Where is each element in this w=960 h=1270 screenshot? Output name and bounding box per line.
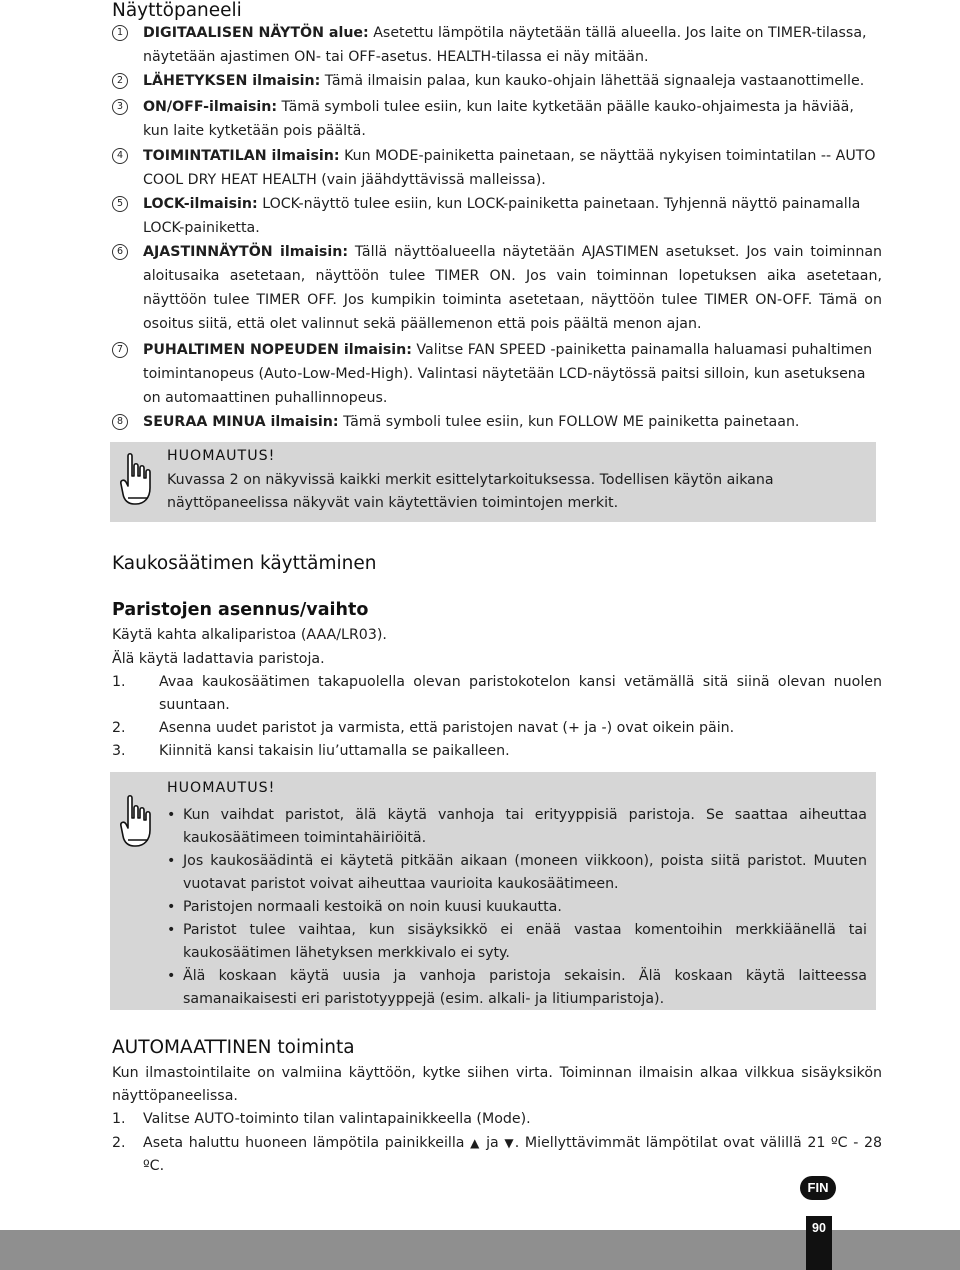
auto-step-1 bbox=[112, 1108, 882, 1131]
up-arrow-icon: ▲ bbox=[470, 1136, 481, 1150]
item-label: TOIMINTATILAN ilmaisin: bbox=[143, 148, 340, 164]
item-label: LOCK-ilmaisin: bbox=[143, 196, 258, 212]
item-text: Tämä symboli tulee esiin, kun FOLLOW ME painiketta painetaan. bbox=[338, 414, 800, 430]
battery-step-2 bbox=[112, 717, 882, 740]
step-text: Avaa kaukosäätimen takapuolella olevan paristokotelon kansi vetämällä sitä siinä olevan nuolen suuntaan. bbox=[159, 674, 882, 713]
auto-intro: Kun ilmastointilaite on valmiina käyttöön, kytke siihen virta. Toiminnan ilmaisin alkaa vilkkua sisäyksikön näyttöpaneelissa. bbox=[112, 1065, 882, 1104]
item-text: Tämä ilmaisin palaa, kun kauko-ohjain lähettää signaaleja vastaanottimelle. bbox=[320, 73, 865, 89]
indicator-item-8 bbox=[112, 410, 882, 434]
page-number: 90 bbox=[806, 1216, 832, 1270]
battery-step-3 bbox=[112, 740, 882, 763]
step-text: Aseta haluttu huoneen lämpötila painikkeilla ▲ ja ▼. Miellyttävimmät lämpötilat ovat välillä 21 ºC - 28 ºC. bbox=[143, 1135, 883, 1174]
number-circle: 2 bbox=[112, 73, 128, 89]
indicator-item-6 bbox=[112, 240, 882, 336]
note-title: HUOMAUTUS! bbox=[167, 780, 276, 796]
item-text: Valitse FAN SPEED -painiketta painamalla haluamasi puhaltimen toimintanopeus (Auto-Low-Med-High). Valintasi näytetään LCD-näytössä paitsi silloin, kun asetuksena on automaattinen puhallinnopeus. bbox=[143, 342, 873, 406]
section-title-auto: AUTOMAATTINEN toiminta bbox=[112, 1037, 355, 1058]
indicator-item-4 bbox=[112, 144, 882, 192]
number-circle: 5 bbox=[112, 196, 128, 212]
indicator-item-3 bbox=[112, 95, 882, 143]
step-number: 1. bbox=[112, 674, 126, 690]
battery-type-line: Käytä kahta alkaliparistoa (AAA/LR03). bbox=[112, 627, 387, 643]
item-label: ON/OFF-ilmaisin: bbox=[143, 99, 278, 115]
item-label: PUHALTIMEN NOPEUDEN ilmaisin: bbox=[143, 342, 412, 358]
indicator-item-2 bbox=[112, 69, 882, 93]
number-circle: 4 bbox=[112, 148, 128, 164]
warning-item: • Älä koskaan käytä uusia ja vanhoja paristoja sekaisin. Älä koskaan käytä laitteessa samanaikaisesti eri paristotyyppejä (esim. alkali- ja litiumparistoja). bbox=[167, 968, 867, 1007]
item-text: Tällä näyttöalueella näytetään AJASTIMEN asetukset. Jos vain toiminnan aloitusaika asetetaan, näyttöön tulee TIMER ON. Jos vain toiminnan lopetuksen aika asetetaan, näyttöön tulee TIMER OFF. Jos kumpikin toiminta asetetaan, näyttöön tulee TIMER ON-OFF. Tämä on osoitus siitä, että olet valinnut sekä päällemenon että pois päältä menon ajan. bbox=[143, 244, 883, 332]
number-circle: 3 bbox=[112, 99, 128, 115]
warning-item: • Paristojen normaali kestoikä on noin kuusi kuukautta. bbox=[167, 899, 562, 915]
warning-item: • Jos kaukosäädintä ei käytetä pitkään aikaan (moneen viikkoon), poista siitä paristot. Muuten vuotavat paristot voivat aiheuttaa vaurioita kaukosäätimeen. bbox=[167, 853, 867, 892]
step-number: 2. bbox=[112, 720, 126, 736]
number-circle: 6 bbox=[112, 244, 128, 260]
note-title: HUOMAUTUS! bbox=[167, 448, 276, 464]
indicator-item-1 bbox=[112, 21, 882, 69]
item-label: DIGITAALISEN NÄYTÖN alue: bbox=[143, 25, 369, 41]
item-text: Kun MODE-painiketta painetaan, se näyttää nykyisen toimintatilan -- AUTO COOL DRY HEAT HEALTH (vain jäähdyttävissä malleissa). bbox=[143, 148, 876, 188]
section-title-display: Näyttöpaneeli bbox=[112, 0, 242, 21]
step-number: 3. bbox=[112, 743, 126, 759]
no-rechargeable-line: Älä käytä ladattavia paristoja. bbox=[112, 651, 325, 667]
battery-step-1 bbox=[112, 671, 882, 717]
step-text: Kiinnitä kansi takaisin liu’uttamalla se paikalleen. bbox=[159, 743, 510, 759]
indicator-item-5 bbox=[112, 192, 882, 240]
warning-item: • Kun vaihdat paristot, älä käytä vanhoja tai erityyppisiä paristoja. Se saattaa aiheuttaa kaukosäätimeen toimintahäiriöitä. bbox=[167, 807, 867, 846]
down-arrow-icon: ▼ bbox=[504, 1136, 515, 1150]
number-circle: 7 bbox=[112, 342, 128, 358]
step-number: 2. bbox=[112, 1135, 126, 1151]
note-box-display bbox=[110, 442, 876, 522]
item-label: LÄHETYKSEN ilmaisin: bbox=[143, 73, 321, 89]
number-circle: 8 bbox=[112, 414, 128, 430]
item-text: Tämä symboli tulee esiin, kun laite kytketään päälle kauko-ohjaimesta ja häviää, kun laite kytketään pois päältä. bbox=[143, 99, 854, 139]
pointing-hand-icon bbox=[118, 452, 156, 508]
item-label: SEURAA MINUA ilmaisin: bbox=[143, 414, 339, 430]
section-title-remote: Kaukosäätimen käyttäminen bbox=[112, 553, 377, 574]
battery-warnings-list bbox=[167, 804, 867, 1011]
note-text: Kuvassa 2 on näkyvissä kaikki merkit esittelytarkoituksessa. Todellisen käytön aikana näyttöpaneelissa näkyvät vain käytettävien toimintojen merkit. bbox=[167, 472, 774, 511]
auto-step-2 bbox=[112, 1132, 882, 1178]
item-text: LOCK-näyttö tulee esiin, kun LOCK-painiketta painetaan. Tyhjennä näyttö painamalla LOCK-painiketta. bbox=[143, 196, 861, 236]
warning-item: • Paristot tulee vaihtaa, kun sisäyksikkö ei enää vastaa komentoihin merkkiäänellä tai kaukosäätimen lähetyksen merkkivalo ei syty. bbox=[167, 922, 867, 961]
step-number: 1. bbox=[112, 1111, 126, 1127]
subsection-title-batteries: Paristojen asennus/vaihto bbox=[112, 600, 369, 620]
note-box-batteries bbox=[110, 772, 876, 1010]
pointing-hand-icon bbox=[118, 794, 156, 850]
number-circle: 1 bbox=[112, 25, 128, 41]
item-text: Asetettu lämpötila näytetään tällä alueella. Jos laite on TIMER-tilassa, näytetään ajastimen ON- tai OFF-asetus. HEALTH-tilassa ei näy mitään. bbox=[143, 25, 867, 65]
step-text: Asenna uudet paristot ja varmista, että paristojen navat (+ ja -) ovat oikein päin. bbox=[159, 720, 735, 736]
indicator-item-7 bbox=[112, 338, 882, 410]
language-badge: FIN bbox=[800, 1176, 836, 1200]
step-text: Valitse AUTO-toiminto tilan valintapainikkeella (Mode). bbox=[143, 1111, 531, 1127]
item-label: AJASTINNÄYTÖN ilmaisin: bbox=[143, 244, 349, 260]
